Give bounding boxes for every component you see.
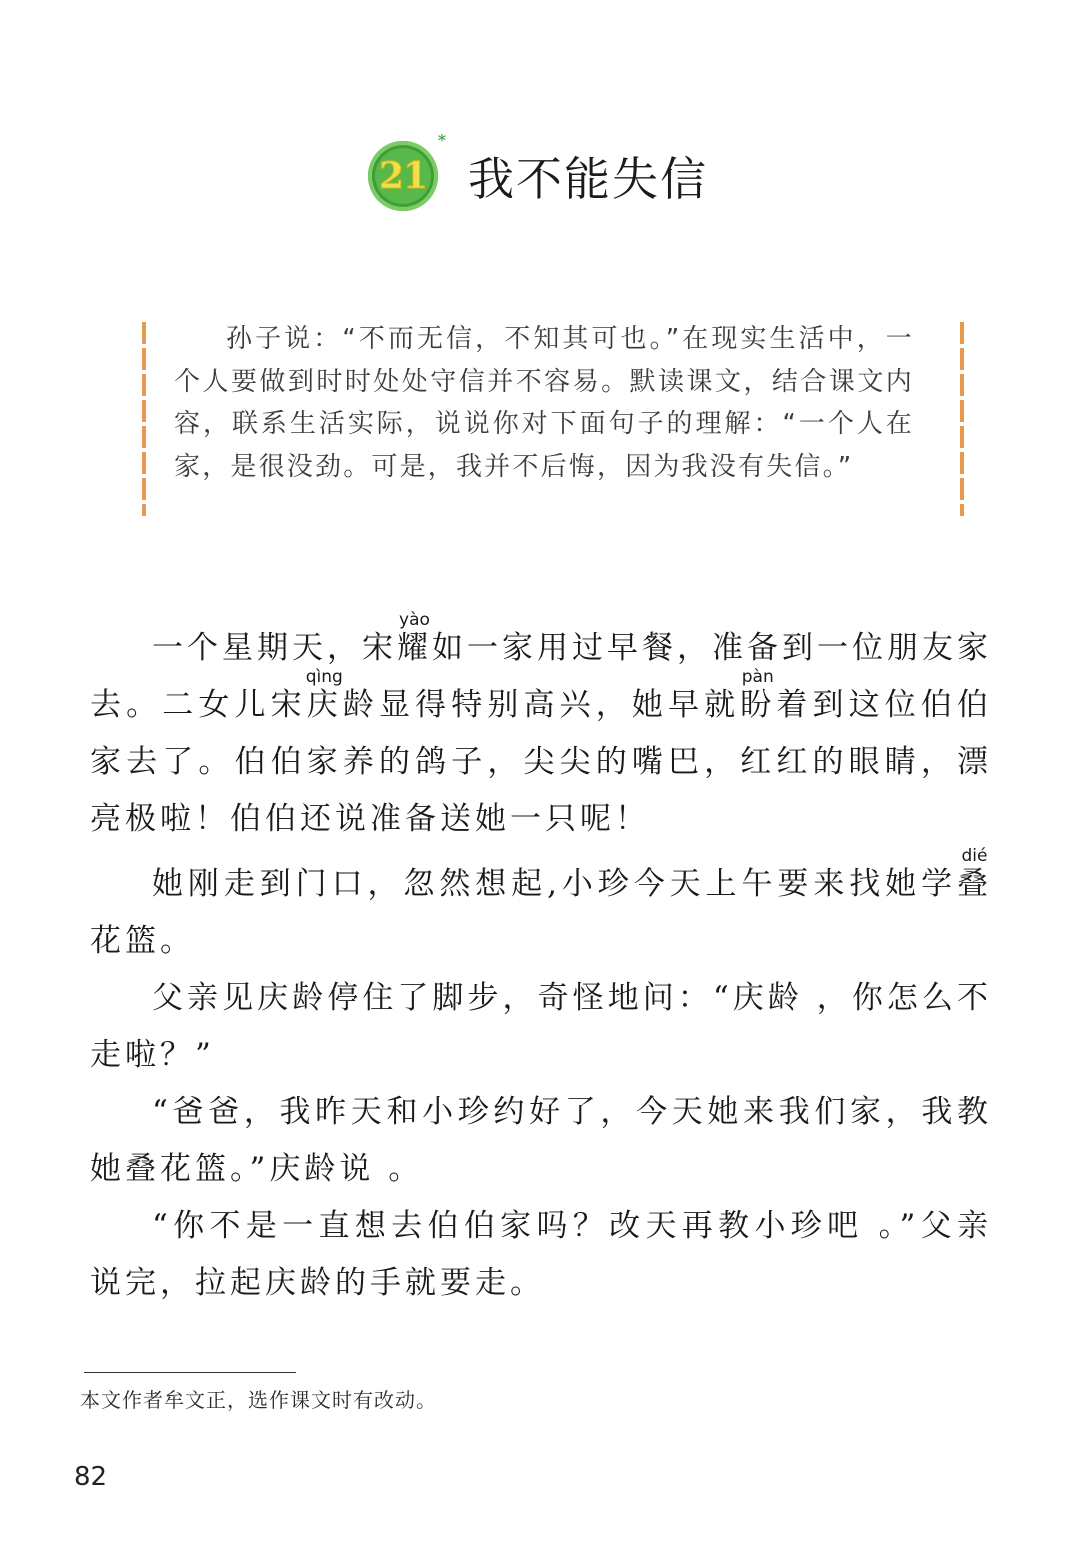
- guide-right-bar: [960, 322, 964, 516]
- paragraph-2-part-a: 她刚走到门口，忽然想起,小珍今天上午要来找她学: [152, 866, 957, 902]
- ruby-die: [957, 846, 992, 902]
- paragraph-1-part-d: 着到这位伯伯家去了。伯伯家养的鸽子，尖尖的嘴巴，红红的眼睛，漂亮极啦！伯伯还说准备送她一只呢！: [90, 687, 992, 837]
- ruby-yao: [397, 610, 432, 666]
- footnote: 本文作者牟文正，选作课文时有改动。: [80, 1388, 437, 1412]
- ruby-pan: [740, 667, 777, 723]
- ruby-qing: [305, 667, 343, 723]
- lesson-header: [368, 131, 708, 212]
- lesson-body: [90, 612, 992, 1312]
- paragraph-4: “爸爸，我昨天和小珍约好了，今天她来我们家，我教她叠花篮。”庆龄说 。: [90, 1094, 992, 1187]
- paragraph-1-part-c: 龄显得特别高兴，她早就: [341, 687, 741, 723]
- pinyin: pàn: [740, 667, 776, 687]
- paragraph-1-part-b: 如一家用过早餐，准备到一位朋友家去。二女儿宋: [90, 630, 992, 723]
- ruby-char: 耀: [397, 630, 432, 666]
- reading-guide-text: 孙子说：“不而无信，不知其可也。”在现实生活中，一个人要做到时时处处守信并不容易。默读课文，结合课文内容，联系生活实际，说说你对下面句子的理解：“一个人在家，是很没劲。可是，我并不后悔，因为我没有失信。”: [174, 324, 914, 482]
- footnote-divider: [84, 1372, 296, 1373]
- lesson-title: 我不能失信: [468, 152, 708, 206]
- paragraph-3: 父亲见庆龄停住了脚步，奇怪地问：“庆龄 ，你怎么不走啦？”: [90, 980, 992, 1073]
- paragraph-1: [90, 612, 992, 848]
- ruby-char: 庆: [305, 687, 343, 723]
- lesson-number: 21: [378, 155, 428, 197]
- pinyin: qìng: [305, 667, 343, 687]
- lesson-number-badge: [368, 131, 446, 211]
- paragraph-1-part-a: 一个星期天，宋: [152, 630, 397, 666]
- lesson-marker: *: [438, 131, 446, 150]
- pinyin: dié: [957, 846, 992, 866]
- guide-left-bar: [142, 322, 146, 516]
- paragraph-2-part-b: 花篮。: [90, 923, 195, 959]
- paragraph-5: “你不是一直想去伯伯家吗？改天再教小珍吧 。”父亲说完，拉起庆龄的手就要走。: [90, 1208, 992, 1301]
- pinyin: yào: [397, 610, 432, 630]
- page-number: 82: [74, 1462, 108, 1492]
- paragraph-2: [90, 848, 992, 970]
- ruby-char: 叠: [957, 866, 992, 902]
- reading-guide-box: [142, 318, 964, 516]
- ruby-char: 盼: [740, 687, 777, 723]
